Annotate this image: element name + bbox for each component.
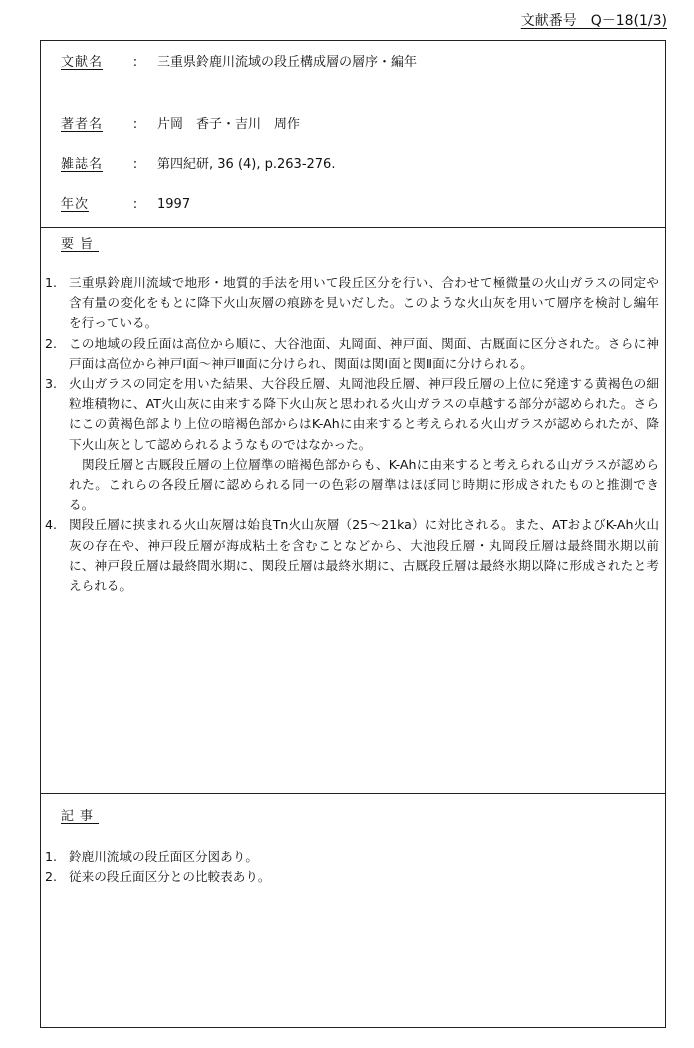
document-frame — [40, 40, 666, 1028]
summary-item-number: 4. — [45, 517, 58, 533]
summary-item — [45, 374, 659, 455]
divider-notes — [41, 793, 665, 794]
summary-item-3-paragraph-2: 関段丘層と古厩段丘層の上位層準の暗褐色部からも、K-Ahに由来すると考えられる山ガラスが認められた。これらの各段丘層に認められる同一の色彩の層準はほぼ同じ時期に形成されたものと推測できる。 — [69, 456, 659, 513]
title-value: 三重県鈴鹿川流域の段丘構成層の層序・編年 — [157, 55, 418, 70]
authors-value: 片岡 香子・吉川 周作 — [157, 117, 301, 132]
authors-label: 著者名 — [61, 117, 104, 132]
title-colon: : — [132, 55, 138, 70]
journal-colon: : — [132, 157, 138, 172]
title-row — [61, 54, 655, 72]
notes-item-text: 従来の段丘面区分との比較表あり。 — [69, 869, 271, 885]
authors-colon: : — [132, 117, 138, 132]
notes-item — [45, 867, 659, 887]
summary-item — [45, 334, 659, 374]
authors-row — [61, 116, 655, 134]
summary-item — [45, 515, 659, 596]
summary-body — [45, 273, 659, 596]
title-label: 文献名 — [61, 55, 104, 70]
journal-label: 雑誌名 — [61, 157, 104, 172]
summary-item-text: この地域の段丘面は高位から順に、大谷池面、丸岡面、神戸面、関面、古厩面に区分された。さらに神戸面は高位から神戸Ⅰ面～神戸Ⅲ面に分けられ、関面は関Ⅰ面と関Ⅱ面に分けられる。 — [69, 335, 659, 371]
summary-item-text: 関段丘層に挟まれる火山灰層は始良Tn火山灰層（25～21ka）に対比される。また、ATおよびK-Ah火山灰の存在や、神戸段丘層が海成粘土を含むことなどから、大池段丘層・丸岡段丘層は最終間氷期以前に、神戸段丘層は最終間氷期に、関段丘層は最終氷期に、古厩段丘層は最終氷期以降に形成されたと考えられる。 — [69, 517, 659, 594]
year-row — [61, 196, 655, 214]
journal-row — [61, 156, 655, 174]
journal-value: 第四紀研, 36 (4), p.263-276. — [157, 157, 336, 172]
year-value: 1997 — [157, 197, 191, 212]
summary-item-number: 3. — [45, 376, 58, 392]
notes-body — [45, 847, 659, 887]
summary-heading: 要旨 — [61, 237, 100, 252]
divider-summary — [41, 227, 665, 228]
summary-item-number: 2. — [45, 335, 58, 351]
summary-item-text: 三重県鈴鹿川流域で地形・地質的手法を用いて段丘区分を行い、合わせて極微量の火山ガラスの同定や含有量の変化をもとに降下火山灰層の痕跡を見いだした。このような火山灰を用いて層序を検討し編年を行っている。 — [69, 275, 659, 331]
notes-item-text: 鈴鹿川流域の段丘面区分図あり。 — [69, 849, 258, 864]
notes-heading: 記事 — [61, 809, 100, 824]
notes-item-number: 2. — [45, 869, 58, 885]
year-label: 年次 — [61, 197, 90, 212]
summary-item-number: 1. — [45, 275, 58, 290]
notes-item — [45, 847, 659, 867]
document-number: 文献番号 Q－18(1/3) — [520, 13, 667, 29]
notes-item-number: 1. — [45, 849, 58, 864]
year-colon: : — [132, 197, 138, 212]
summary-item — [45, 273, 659, 334]
summary-item-text: 火山ガラスの同定を用いた結果、大谷段丘層、丸岡池段丘層、神戸段丘層の上位に発達する黄褐色の細粒堆積物に、AT火山灰に由来する降下火山灰と思われる火山ガラスの卓越する部分が認められた。さらにこの黄褐色部より上位の暗褐色部からはK-Ahに由来すると考えられる火山ガラスが認められたが、降下火山灰として認められるようなものではなかった。 — [69, 376, 659, 452]
